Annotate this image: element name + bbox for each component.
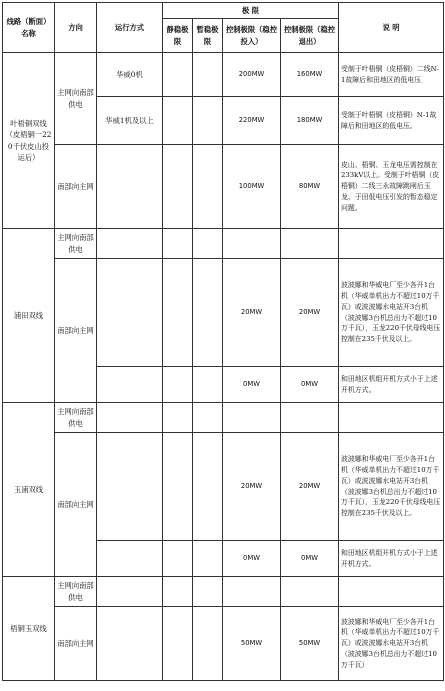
transient-limit-cell — [193, 433, 223, 541]
static-limit-cell — [163, 229, 193, 259]
control-limit-in-cell: 220MW — [223, 97, 281, 145]
control-limit-out-cell: 80MW — [281, 145, 339, 229]
direction-cell: 主网向南部供电 — [55, 53, 97, 145]
header-mode: 运行方式 — [97, 3, 163, 53]
static-limit-cell — [163, 541, 193, 577]
control-limit-out-cell: 20MW — [281, 259, 339, 367]
line-name-cell: 梧铜玉双线 — [3, 577, 55, 681]
control-limit-out-cell: 180MW — [281, 97, 339, 145]
mode-cell — [97, 259, 163, 367]
control-limit-out-cell: 0MW — [281, 367, 339, 403]
mode-cell — [97, 433, 163, 541]
mode-cell — [97, 145, 163, 229]
direction-cell: 主网向南部供电 — [55, 403, 97, 433]
static-limit-cell — [163, 97, 193, 145]
header-direction: 方向 — [55, 3, 97, 53]
note-cell: 皮山、梧铜、玉龙电压需控制在233kV以上。受制于叶梧铜（皮梧铜）二线三永故障跳闸后玉龙、于田低电压引发的暂态稳定问题。 — [339, 145, 444, 229]
transient-limit-cell — [193, 577, 223, 607]
transient-limit-cell — [193, 145, 223, 229]
note-cell: 受制于叶梧铜（皮梧铜）二线N-1故障后和田地区的低电压 — [339, 53, 444, 97]
transient-limit-cell — [193, 259, 223, 367]
header-limits: 极 限 — [163, 3, 339, 19]
static-limit-cell — [163, 53, 193, 97]
mode-cell: 华威1机及以上 — [97, 97, 163, 145]
header-control-limit-in: 控制极限（稳控投入） — [223, 19, 281, 53]
header-row-1 — [3, 3, 444, 19]
control-limit-in-cell: 100MW — [223, 145, 281, 229]
direction-cell: 南部向主网 — [55, 607, 97, 681]
table-row — [3, 577, 444, 607]
control-limit-in-cell — [223, 577, 281, 607]
mode-cell — [97, 403, 163, 433]
control-limit-in-cell: 20MW — [223, 259, 281, 367]
table-row — [3, 607, 444, 681]
transient-limit-cell — [193, 403, 223, 433]
control-limit-out-cell: 50MW — [281, 607, 339, 681]
direction-cell: 南部向主网 — [55, 433, 97, 577]
note-cell: 和田地区机组开机方式小于上述开机方式。 — [339, 541, 444, 577]
control-limit-in-cell: 20MW — [223, 433, 281, 541]
control-limit-out-cell — [281, 229, 339, 259]
static-limit-cell — [163, 259, 193, 367]
control-limit-out-cell — [281, 577, 339, 607]
note-cell: 和田地区机组开机方式小于上述开机方式。 — [339, 367, 444, 403]
line-name-cell: 浦田双线 — [3, 229, 55, 403]
note-cell — [339, 577, 444, 607]
note-cell — [339, 403, 444, 433]
table-row — [3, 403, 444, 433]
direction-cell: 南部向主网 — [55, 145, 97, 229]
mode-cell — [97, 577, 163, 607]
control-limit-in-cell — [223, 229, 281, 259]
table-row — [3, 53, 444, 97]
control-limit-in-cell: 0MW — [223, 367, 281, 403]
header-transient-limit: 暂稳极限 — [193, 19, 223, 53]
note-cell: 波波娜和华威电厂至少各开1台机（华威单机出力不超过10万千瓦）或波波娜水电站开3台机（波波娜3台机总出力不超过10万千瓦） — [339, 607, 444, 681]
table-row — [3, 259, 444, 367]
mode-cell — [97, 541, 163, 577]
mode-cell: 华威0机 — [97, 53, 163, 97]
transient-limit-cell — [193, 97, 223, 145]
mode-cell — [97, 607, 163, 681]
note-cell — [339, 229, 444, 259]
static-limit-cell — [163, 403, 193, 433]
header-note: 说 明 — [339, 3, 444, 53]
transient-limit-cell — [193, 53, 223, 97]
note-cell: 受制于叶梧铜（皮梧铜）N-1故障后和田地区的低电压。 — [339, 97, 444, 145]
transient-limit-cell — [193, 229, 223, 259]
control-limit-out-cell: 20MW — [281, 433, 339, 541]
control-limit-in-cell: 200MW — [223, 53, 281, 97]
control-limit-in-cell — [223, 403, 281, 433]
control-limit-out-cell: 0MW — [281, 541, 339, 577]
table-row — [3, 433, 444, 541]
static-limit-cell — [163, 145, 193, 229]
header-line-name: 线路（断面）名称 — [3, 3, 55, 53]
direction-cell: 主网向南部供电 — [55, 577, 97, 607]
control-limit-out-cell — [281, 403, 339, 433]
static-limit-cell — [163, 577, 193, 607]
note-cell: 波波娜和华威电厂至少各开1台机（华威单机出力不超过10万千瓦）或波波娜水电站开3台机（波波娜3台机总出力不超过10万千瓦），玉龙220千伏母线电压控制在235千伏及以上。 — [339, 259, 444, 367]
static-limit-cell — [163, 607, 193, 681]
control-limit-in-cell: 50MW — [223, 607, 281, 681]
control-limit-in-cell: 0MW — [223, 541, 281, 577]
stability-limits-table — [2, 2, 444, 681]
transient-limit-cell — [193, 367, 223, 403]
static-limit-cell — [163, 367, 193, 403]
control-limit-out-cell: 160MW — [281, 53, 339, 97]
mode-cell — [97, 367, 163, 403]
header-static-limit: 静稳极限 — [163, 19, 193, 53]
table-row — [3, 229, 444, 259]
header-control-limit-out: 控制极限（稳控退出） — [281, 19, 339, 53]
table-row — [3, 145, 444, 229]
transient-limit-cell — [193, 541, 223, 577]
direction-cell: 南部向主网 — [55, 259, 97, 403]
note-cell: 波波娜和华威电厂至少各开1台机（华威单机出力不超过10万千瓦）或波波娜水电站开3台机（波波娜3台机总出力不超过10万千瓦），玉龙220千伏母线电压控制在235千伏及以上。 — [339, 433, 444, 541]
static-limit-cell — [163, 433, 193, 541]
line-name-cell: 叶梧铜双线（皮梧铜一220千伏皮山投运后） — [3, 53, 55, 229]
line-name-cell: 玉浦双线 — [3, 403, 55, 577]
direction-cell: 主网向南部供电 — [55, 229, 97, 259]
transient-limit-cell — [193, 607, 223, 681]
mode-cell — [97, 229, 163, 259]
